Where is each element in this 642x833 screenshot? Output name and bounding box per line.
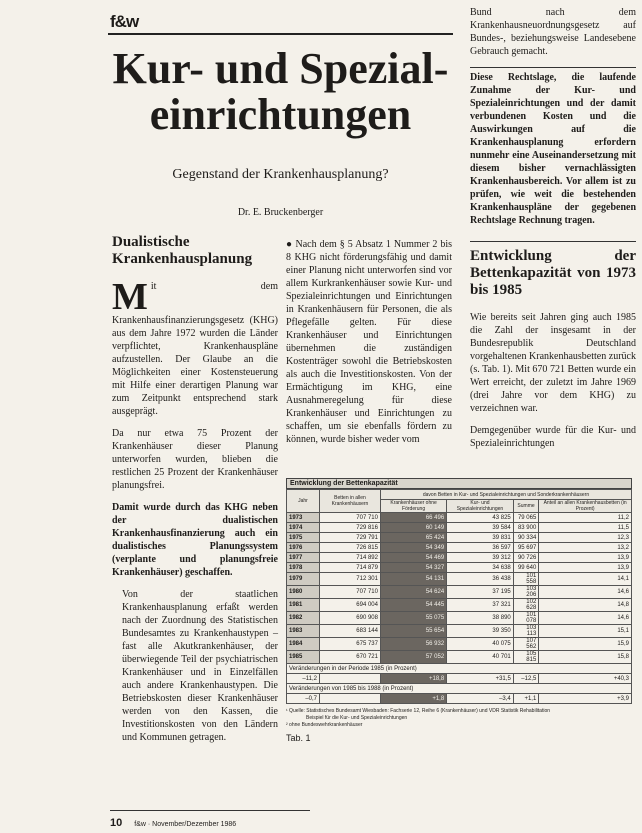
value-cell: 15,8 [539,651,632,664]
table-row [287,513,632,523]
year-cell: 1977 [287,553,320,563]
table-change-label-row [287,664,632,674]
year-cell: 1978 [287,563,320,573]
value-cell: 54 131 [381,573,447,586]
title-line-2: einrichtungen [149,90,412,139]
value-cell: 83 900 [513,523,539,533]
table-row [287,625,632,638]
table-change-row [287,694,632,704]
value-cell: 103 113 [513,625,539,638]
section-heading-entwicklung: Entwicklung der Bettenkapazität von 1973 bis 1985 [470,241,636,299]
value-cell: 714 879 [320,563,381,573]
table-body [287,513,632,664]
value-cell: 14,6 [539,612,632,625]
value-cell: 714 892 [320,553,381,563]
paragraph-emphasis: Damit wurde durch das KHG neben der dualistischen Krankenhausfinanzierung auch ein dualistisches Planungssystem (verplante und planungsfreie Krankenhäuser) geschaffen. [112,502,278,578]
paragraph: Von der staatlichen Krankenhausplanung erfaßt werden nach der Zuordnung des Statistischen Bundesamtes zu Krankenhaustypen – fast alle Akutkrankenhäuser, der überwiegende Teil der psychiatrischen Krankenhäuser und in Einzelfällen auch andere Krankenhaustypen. Die Betriebskosten dieser Krankenhäuser werden von den Kassen, die Investitionskosten von den Ländern und Kommunen getragen. [122,589,278,743]
year-cell: 1984 [287,638,320,651]
table-row [287,553,632,563]
year-cell: 1976 [287,543,320,553]
change-cell: –11,2 [287,674,320,684]
table-row [287,612,632,625]
table-footnotes [286,708,632,729]
value-cell: 34 638 [447,563,514,573]
value-cell: 65 424 [381,533,447,543]
value-cell: 39 350 [447,625,514,638]
page-footer [110,810,310,831]
table-row [287,543,632,553]
value-cell: 683 144 [320,625,381,638]
table-row [287,523,632,533]
year-cell: 1985 [287,651,320,664]
paragraph: Mit dem Krankenhausfinanzierungsgesetz (KHG) aus dem Jahre 1972 wurden die Länder verpflichtet, Krankenhauspläne aufzustellen. Der Glaube an die Möglichkeiten einer Kostensteuerung mit Hilfe einer derartigen Planung war zum Zeitpunkt entsprechend stark ausgeprägt. [112,276,278,417]
paragraph: Bund nach dem Krankenhausneuordnungsgesetz auf Bundes-, beziehungsweise Landesebene Gebrauch gemacht. [470,7,636,57]
header-ohne: Krankenhäuser ohne Förderung [381,500,447,513]
article-subtitle: Gegenstand der Krankenhausplanung? [172,167,389,182]
year-cell: 1974 [287,523,320,533]
page-number: 10 [110,817,123,829]
year-cell: 1979 [287,573,320,586]
section-heading-dualistisch: Dualistische Krankenhausplanung [112,234,253,267]
value-cell: 79 065 [513,513,539,523]
value-cell: 40 701 [447,651,514,664]
value-cell: 37 195 [447,586,514,599]
header-summe: Summe [513,500,539,513]
column-2 [286,238,452,455]
value-cell: 13,9 [539,563,632,573]
change-cell: –3,4 [447,694,514,704]
value-cell: 40 075 [447,638,514,651]
value-cell: 707 710 [320,513,381,523]
value-cell: 54 624 [381,586,447,599]
value-cell: 54 349 [381,543,447,553]
change-cell: +18,8 [381,674,447,684]
change-label: Veränderungen in der Periode 1985 (in Prozent) [287,664,632,674]
table-change-row [287,674,632,684]
value-cell: 13,9 [539,553,632,563]
value-cell: 690 908 [320,612,381,625]
table-title: Entwicklung der Bettenkapazität [286,478,632,489]
value-cell: 11,2 [539,513,632,523]
value-cell: 670 721 [320,651,381,664]
change-cell [320,674,381,684]
header-kur: Kur- und Spezialeinrichtungen [447,500,514,513]
table-caption: Tab. 1 [286,733,311,743]
change-cell: +3,9 [539,694,632,704]
year-cell: 1981 [287,599,320,612]
value-cell: 103 206 [513,586,539,599]
table-header-row [287,490,632,500]
value-cell: 15,1 [539,625,632,638]
value-cell: 105 815 [513,651,539,664]
value-cell: 729 791 [320,533,381,543]
value-cell: 12,3 [539,533,632,543]
value-cell: 54 445 [381,599,447,612]
value-cell: 90 334 [513,533,539,543]
table-change-label-row [287,684,632,694]
value-cell: 57 052 [381,651,447,664]
bettenkapazitaet-table [286,478,632,743]
paragraph: ● Nach dem § 5 Absatz 1 Nummer 2 bis 8 KHG nicht förderungsfähig und damit einer Planung nicht unterworfen sind vor allem Kurkrankenhäuser sowie Kur- und Spezialeinrichtungen und Einrichtungen in Krankenhäusern für Personen, die als Pflegefälle gelten. Für diese Krankenhäuser und Einrichtungen übernehmen die zuständigen Kostenträger sowohl die Betriebskosten als auch die Investitionskosten. Von der Ermächtigung im KHG, eine Ausnahmeregelung für diese Krankenhäuser und Einrichtungen zu schaffen, um sie ebenfalls fördern zu können, wurde bisher weder vom [286,238,452,446]
table-row [287,638,632,651]
value-cell: 14,8 [539,599,632,612]
change-cell: +31,5 [447,674,514,684]
value-cell: 54 327 [381,563,447,573]
value-cell: 36 438 [447,573,514,586]
value-cell: 38 890 [447,612,514,625]
article-author: Dr. E. Bruckenberger [237,207,324,218]
header-betten: Betten in allen Krankenhäusern [320,490,381,513]
change-cell: +40,3 [539,674,632,684]
value-cell: 54 469 [381,553,447,563]
value-cell: 43 825 [447,513,514,523]
year-cell: 1982 [287,612,320,625]
value-cell: 694 004 [320,599,381,612]
value-cell: 66 496 [381,513,447,523]
title-line-1: Kur- und Spezial- [112,44,449,93]
footnote: ² ohne Bundeswehrkrankenhäuser [286,722,363,728]
change-cell: –12,5 [513,674,539,684]
column-1 [112,234,278,753]
change-label: Veränderungen von 1985 bis 1988 (in Prozent) [287,684,632,694]
table-row [287,533,632,543]
table-row [287,586,632,599]
table-row [287,563,632,573]
footnote: ¹ Quelle: Statistisches Bundesamt Wiesbaden: Fachserie 12, Reihe 6 (Krankenhäuser) und VDR Statistik Rehabilitation [286,708,551,714]
header-rule [108,33,453,35]
paragraph: Demgegenüber wurde für die Kur- und Spezialeinrichtungen [470,425,636,449]
value-cell: 107 562 [513,638,539,651]
value-cell: 101 078 [513,612,539,625]
table-grid [286,489,632,704]
paragraph-emphasis: Diese Rechtslage, die laufende Zunahme der Kur- und Spezialeinrichtungen und der damit verbundenen Kosten und die Auswirkungen auf die Krankenhausplanung erfordern nunmehr eine Auseinandersetzung mit diesem bisher vernachlässigten Krankenhausbereich. Vor allem ist zu prüfen, wie weit die bestehenden Krankenhauspläne der gegebenen Rechtslage Rechnung tragen. [470,67,636,227]
paragraph: Da nur etwa 75 Prozent der Krankenhäuser dieser Planung unterworfen wurden, blieben die restlichen 25 Prozent der Krankenhäuser planungsfrei. [112,428,278,491]
drop-cap: M [112,276,148,318]
table-row [287,651,632,664]
change-cell [320,694,381,704]
value-cell: 13,2 [539,543,632,553]
header-group: davon Betten in Kur- und Spezialeinrichtungen und Sonderkrankenhäusern [381,490,632,500]
value-cell: 707 710 [320,586,381,599]
value-cell: 14,1 [539,573,632,586]
value-cell: 726 815 [320,543,381,553]
year-cell: 1975 [287,533,320,543]
value-cell: 37 321 [447,599,514,612]
change-cell: –0,7 [287,694,320,704]
footnote: Beispiel für die Kur- und Spezialeinrichtungen [306,715,408,721]
change-cell: +1,1 [513,694,539,704]
year-cell: 1980 [287,586,320,599]
value-cell: 15,9 [539,638,632,651]
header-anteil: Anteil an allen Krankenhausbetten (in Prozent) [539,500,632,513]
year-cell: 1983 [287,625,320,638]
value-cell: 675 737 [320,638,381,651]
value-cell: 729 816 [320,523,381,533]
value-cell: 11,5 [539,523,632,533]
article-title [108,46,453,138]
value-cell: 56 932 [381,638,447,651]
value-cell: 101 558 [513,573,539,586]
value-cell: 90 726 [513,553,539,563]
header-jahr: Jahr [287,490,320,513]
value-cell: 712 301 [320,573,381,586]
column-3 [470,6,636,459]
value-cell: 14,6 [539,586,632,599]
issue-info: f&w · November/Dezember 1986 [134,821,237,828]
year-cell: 1973 [287,513,320,523]
change-cell: +1,8 [381,694,447,704]
value-cell: 60 149 [381,523,447,533]
journal-logo: f&w [110,12,139,31]
value-cell: 99 640 [513,563,539,573]
table-row [287,573,632,586]
value-cell: 39 584 [447,523,514,533]
paragraph: Wie bereits seit Jahren ging auch 1985 die Zahl der insgesamt in der Bundesrepublik Deutschland vorgehaltenen Krankenhausbetten zurück (s. Tab. 1). Mit 670 721 Betten wurde ein Wert erreicht, der zuletzt im Jahre 1969 (drei Jahre vor dem KHG) zu verzeichnen war. [470,312,636,414]
value-cell: 55 654 [381,625,447,638]
table-row [287,599,632,612]
value-cell: 55 075 [381,612,447,625]
value-cell: 39 831 [447,533,514,543]
value-cell: 39 312 [447,553,514,563]
value-cell: 36 597 [447,543,514,553]
value-cell: 95 697 [513,543,539,553]
value-cell: 102 628 [513,599,539,612]
